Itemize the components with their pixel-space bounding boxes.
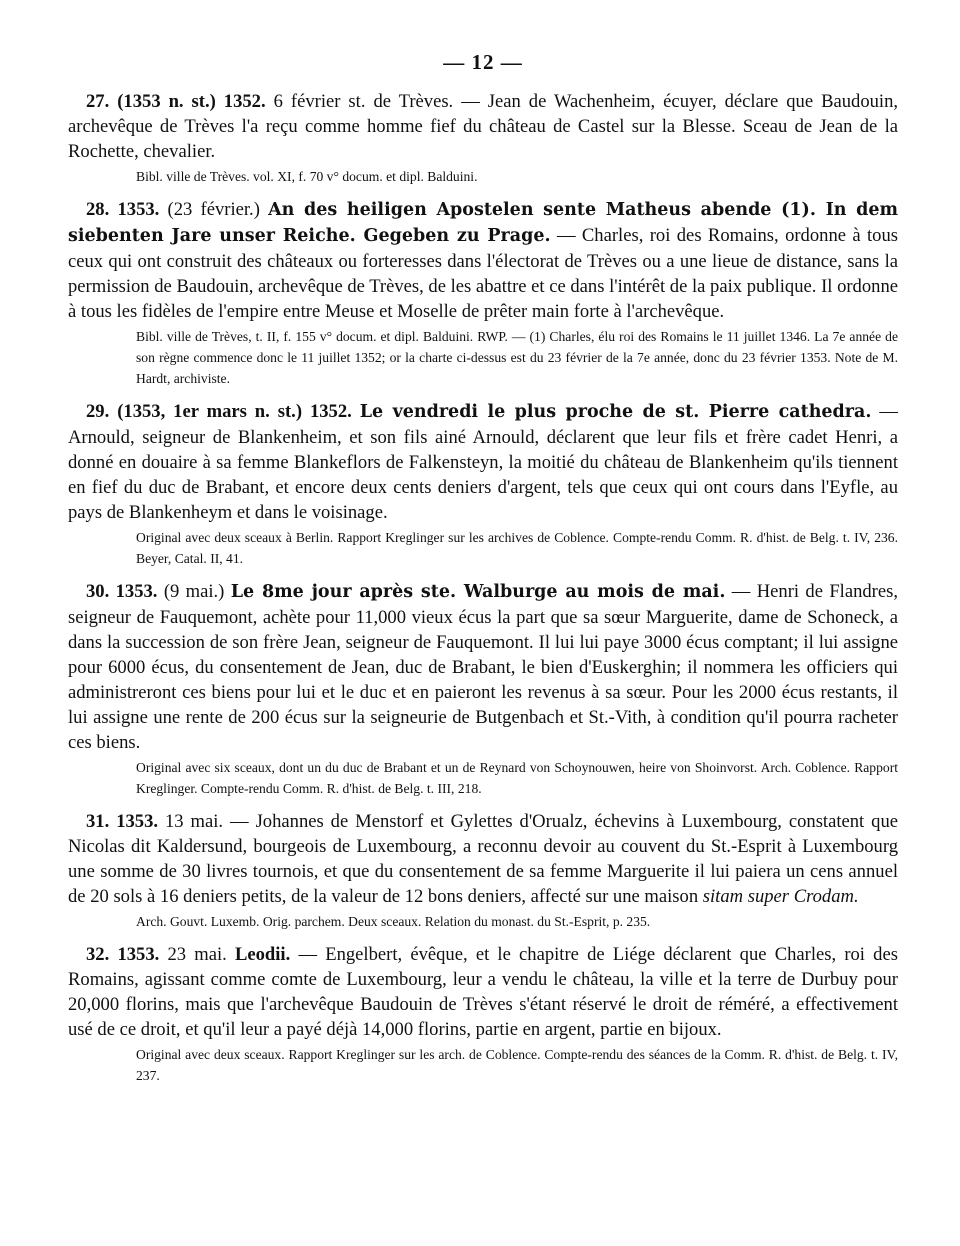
entry-place: Leodii. <box>234 944 291 965</box>
entry-text <box>68 579 898 755</box>
entry-body: — Jean de Wachenheim, écuyer, déclare que Baudouin, archevêque de Trèves l'a reçu comme homme fief du château de Castel sur la Blesse. Sceau de Jean de la Rochette, chevalier. <box>68 91 899 162</box>
entry-body: — Arnould, seigneur de Blankenheim, et son fils ainé Arnould, déclarent que leur fils et frère cadet Henri, a donné en douaire à sa femme Blankeflors de Falkensteyn, la moitié du château de Blankenheim qu'ils tiennent en fief du duc de Brabant, et encore deux cents deniers d'argent, tels que ceux qui ont cours dans l'Eyfle, au pays de Blankenheym et dans le voisinage. <box>68 401 898 523</box>
entry-31 <box>68 809 898 932</box>
entry-number: 29. <box>86 401 110 422</box>
entry-date: 1353. <box>117 199 160 220</box>
entry-body: — Engelbert, évêque, et le chapitre de Liége déclarent que Charles, roi des Romains, agissant comme comte de Luxembourg, leur a vendu le château, la ville et la terre de Durbuy pour 20,000 florins, mais que l'archevêque Baudouin de Trèves s'étant réservé le droit de réméré, a effectivement usé de ce droit, et qu'il leur a payé déjà 14,000 florins, partie en argent, partie en bijoux. <box>68 944 898 1040</box>
entry-30 <box>68 579 898 799</box>
entry-source-note: Original avec deux sceaux. Rapport Kreglinger sur les arch. de Coblence. Compte-rendu des séances de la Comm. R. d'hist. de Belg. t. IV, 237. <box>136 1047 898 1083</box>
entry-date-detail: (9 mai.) <box>163 581 225 602</box>
entry-body: — Henri de Flandres, seigneur de Fauquemont, achète pour 11,000 vieux écus la part que sa sœur Marguerite, dame de Schoneck, a dans la succession de son frère Jean, seigneur de Fauquemont. Il lui lui paye 3000 écus comptant; il lui assigne pour 6000 écus, du consentement de Jean, duc de Brabant, le bien d'Euskerghin; il nommera les officiers qui administreront ces biens pour lui et le duc et en paieront les revenus à sa sœur. Pour les 2000 écus restants, il lui assigne une rente de 200 écus sur la seigneurie de Butgenbach et St.-Vith, à condition qu'il pourra racheter ces biens. <box>68 581 899 753</box>
entry-date-detail: 6 février st. de Trèves. <box>273 91 454 112</box>
document-page <box>68 50 898 1096</box>
entry-27 <box>68 89 898 187</box>
entry-source-note: Arch. Gouvt. Luxemb. Orig. parchem. Deux sceaux. Relation du monast. du St.-Esprit, p. 235. <box>136 914 651 929</box>
entry-32 <box>68 942 898 1086</box>
entry-date: (1353 n. st.) 1352. <box>117 91 266 112</box>
entry-date: (1353, 1er mars n. st.) 1352. <box>117 401 352 422</box>
entry-28 <box>68 197 898 389</box>
entry-number: 31. <box>86 811 110 832</box>
entry-date: 1353. <box>116 811 159 832</box>
entry-source-note: Bibl. ville de Trèves. vol. XI, f. 70 v° docum. et dipl. Balduini. <box>136 169 478 184</box>
entry-source-note: Original avec six sceaux, dont un du duc de Brabant et un de Reynard von Schoynouwen, heire von Shoinvorst. Arch. Coblence. Rapport Kreglinger. Compte-rendu Comm. R. d'hist. de Belg. t. III, 218. <box>136 760 898 796</box>
entry-number: 30. <box>86 581 110 602</box>
entry-number: 28. <box>86 199 110 220</box>
page-number: — 12 — <box>443 50 523 74</box>
entry-date-detail: (23 février.) <box>167 199 260 220</box>
entry-body: — Charles, roi des Romains, ordonne à tous ceux qui ont construit des châteaux ou forteresses dans l'électorat de Trèves ou a une lieue de distance, sans la permission de Baudouin, archevêque de Trèves, de les abattre et ce dans l'intérêt de la paix publique. Il ordonne à tous les fidèles de l'empire entre Meuse et Moselle de prêter main forte à l'archevêque. <box>68 225 898 322</box>
entry-date: 1353. <box>115 581 158 602</box>
entry-body: — Johannes de Menstorf et Gylettes d'Orualz, échevins à Luxembourg, constatent que Nicolas dit Kaldersund, bourgeois de Luxembourg, a reconnu devoir au couvent du St.-Esprit à Luxembourg une somme de 30 livres tournois, et que du consentement de sa femme Marguerite il lui paiera un cens annuel de 20 sols à 16 deniers petits, de la valeur de 12 bons deniers, affecté sur une maison <box>68 811 899 907</box>
entry-source-note: Bibl. ville de Trèves, t. II, f. 155 v° docum. et dipl. Balduini. RWP. — (1) Charles, élu roi des Romains le 11 juillet 1346. La 7e année de son règne commence donc le 11 juillet 1352; or la charte ci-dessus est du 23 février de la 7e année, donc du 23 février 1353. Note de M. Hardt, archiviste. <box>136 329 898 386</box>
entry-text <box>68 399 898 525</box>
entry-gothic-dating: Le 8me jour après ste. Walburge au mois de mai. <box>230 582 726 602</box>
entry-date-detail: 23 mai. <box>167 944 227 965</box>
entry-text <box>68 89 898 164</box>
entry-italic-phrase: sitam super Crodam. <box>702 886 859 907</box>
entry-text <box>68 942 898 1042</box>
entry-date: 1353. <box>117 944 160 965</box>
entry-gothic-dating: An des heiligen Apostelen sente Matheus abende (1). In dem siebenten Jare unser Reiche. Gegeben zu Prage. <box>68 200 899 246</box>
entry-number: 27. <box>86 91 110 112</box>
entry-number: 32. <box>86 944 110 965</box>
entry-text <box>68 197 898 324</box>
entry-29 <box>68 399 898 569</box>
entry-text <box>68 809 898 909</box>
entry-source-note: Original avec deux sceaux à Berlin. Rapport Kreglinger sur les archives de Coblence. Compte-rendu Comm. R. d'hist. de Belg. t. IV, 236. Beyer, Catal. II, 41. <box>136 530 898 566</box>
entry-gothic-dating: Le vendredi le plus proche de st. Pierre cathedra. <box>359 402 872 422</box>
entry-date-detail: 13 mai. <box>165 811 224 832</box>
